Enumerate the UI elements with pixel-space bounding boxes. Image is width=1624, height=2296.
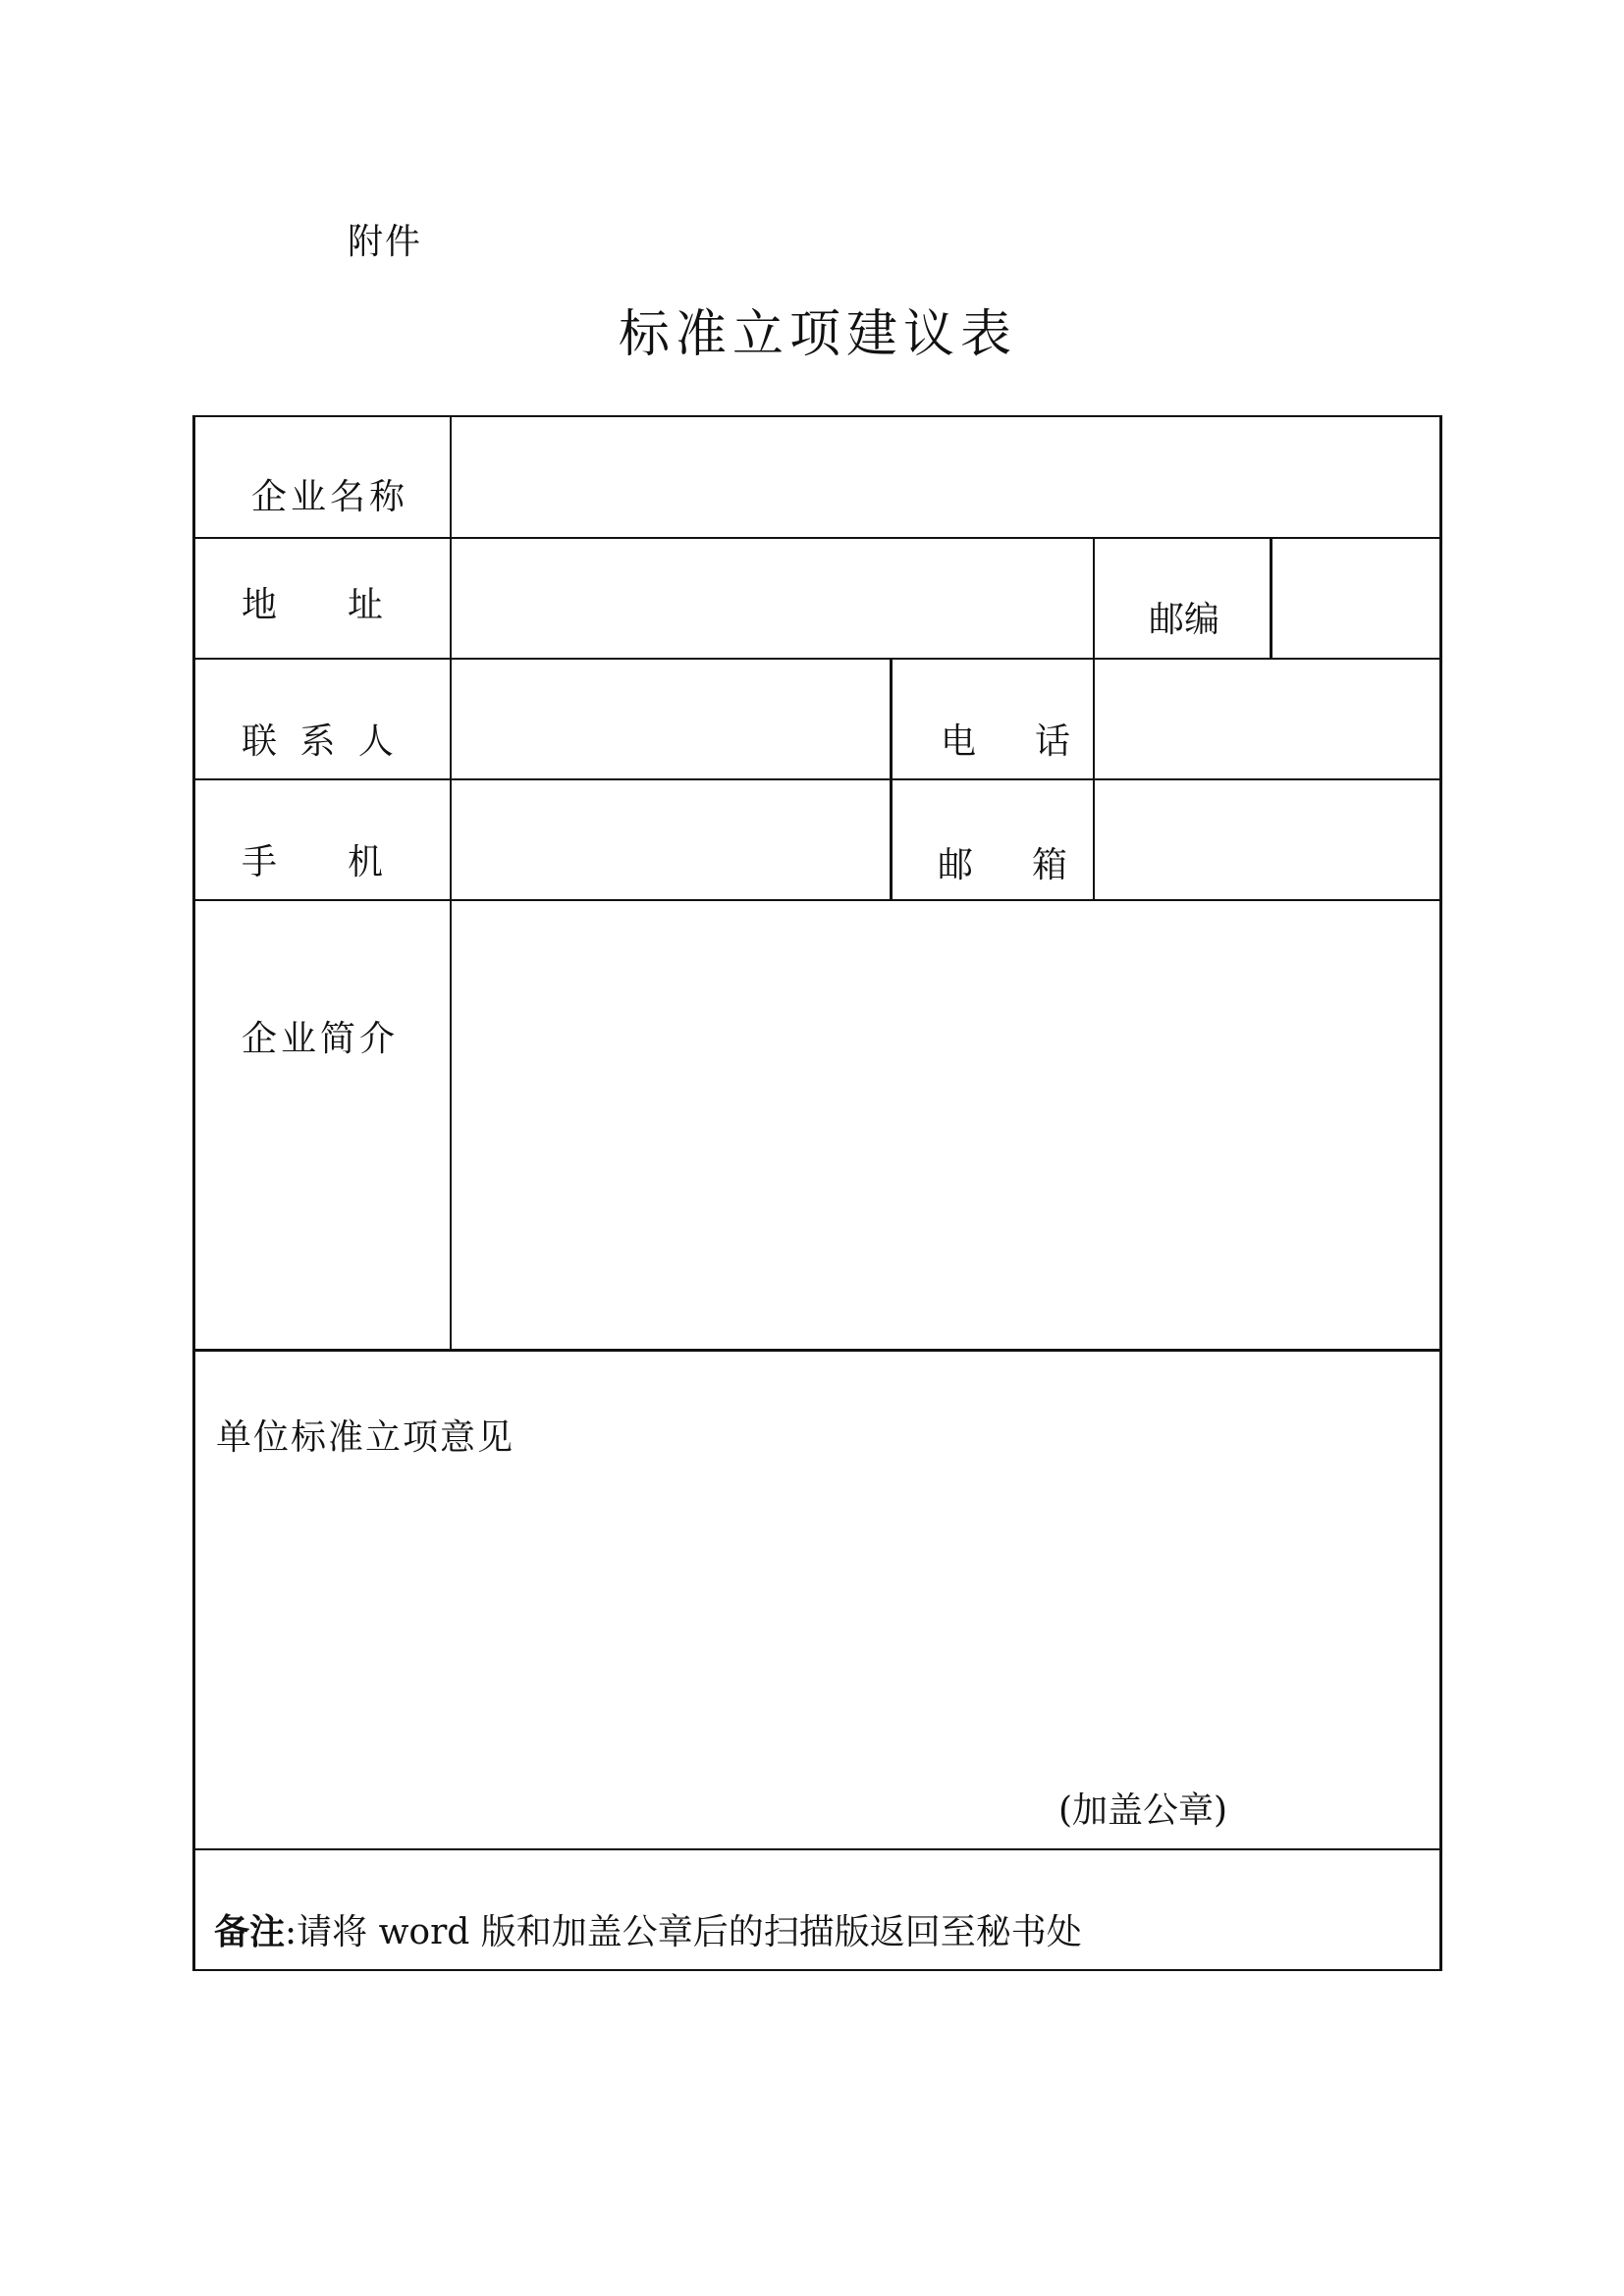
contact-person-label: 联 系 人 bbox=[242, 721, 400, 762]
table-border-left bbox=[192, 415, 195, 1971]
attachment-label: 附件 bbox=[348, 222, 423, 262]
page-title: 标准立项建议表 bbox=[618, 305, 1017, 364]
column-divider bbox=[450, 415, 452, 1351]
remark-body: :请将 word 版和加盖公章后的扫描版返回至秘书处 bbox=[285, 1912, 1082, 1952]
column-divider bbox=[1093, 537, 1095, 901]
postcode-label: 邮编 bbox=[1149, 600, 1220, 640]
table-border-bottom bbox=[192, 1969, 1442, 1971]
column-divider bbox=[890, 658, 893, 901]
phone-field[interactable] bbox=[1096, 660, 1438, 778]
company-profile-field[interactable] bbox=[453, 901, 1438, 1349]
remark-text bbox=[214, 1904, 1082, 1954]
email-label: 邮 箱 bbox=[938, 845, 1080, 885]
email-field[interactable] bbox=[1096, 780, 1438, 899]
contact-person-field[interactable] bbox=[453, 660, 889, 778]
phone-label: 电 话 bbox=[941, 721, 1083, 762]
mobile-field[interactable] bbox=[453, 780, 889, 899]
seal-note: (加盖公章) bbox=[1058, 1790, 1228, 1831]
opinion-label: 单位标准立项意见 bbox=[216, 1417, 515, 1458]
mobile-label: 手 机 bbox=[242, 842, 384, 882]
column-divider bbox=[1270, 537, 1272, 660]
address-field[interactable] bbox=[453, 539, 1092, 658]
table-border-right bbox=[1439, 415, 1442, 1971]
remark-prefix: 备注 bbox=[214, 1912, 286, 1952]
address-label: 地 址 bbox=[242, 585, 384, 625]
company-name-label: 企业名称 bbox=[251, 477, 409, 517]
company-profile-label: 企业简介 bbox=[242, 1019, 400, 1059]
postcode-field[interactable] bbox=[1273, 539, 1438, 658]
row-divider bbox=[192, 1349, 1442, 1352]
company-name-field[interactable] bbox=[453, 417, 1438, 537]
opinion-field[interactable] bbox=[196, 1463, 1438, 1757]
row-divider bbox=[192, 1848, 1442, 1850]
